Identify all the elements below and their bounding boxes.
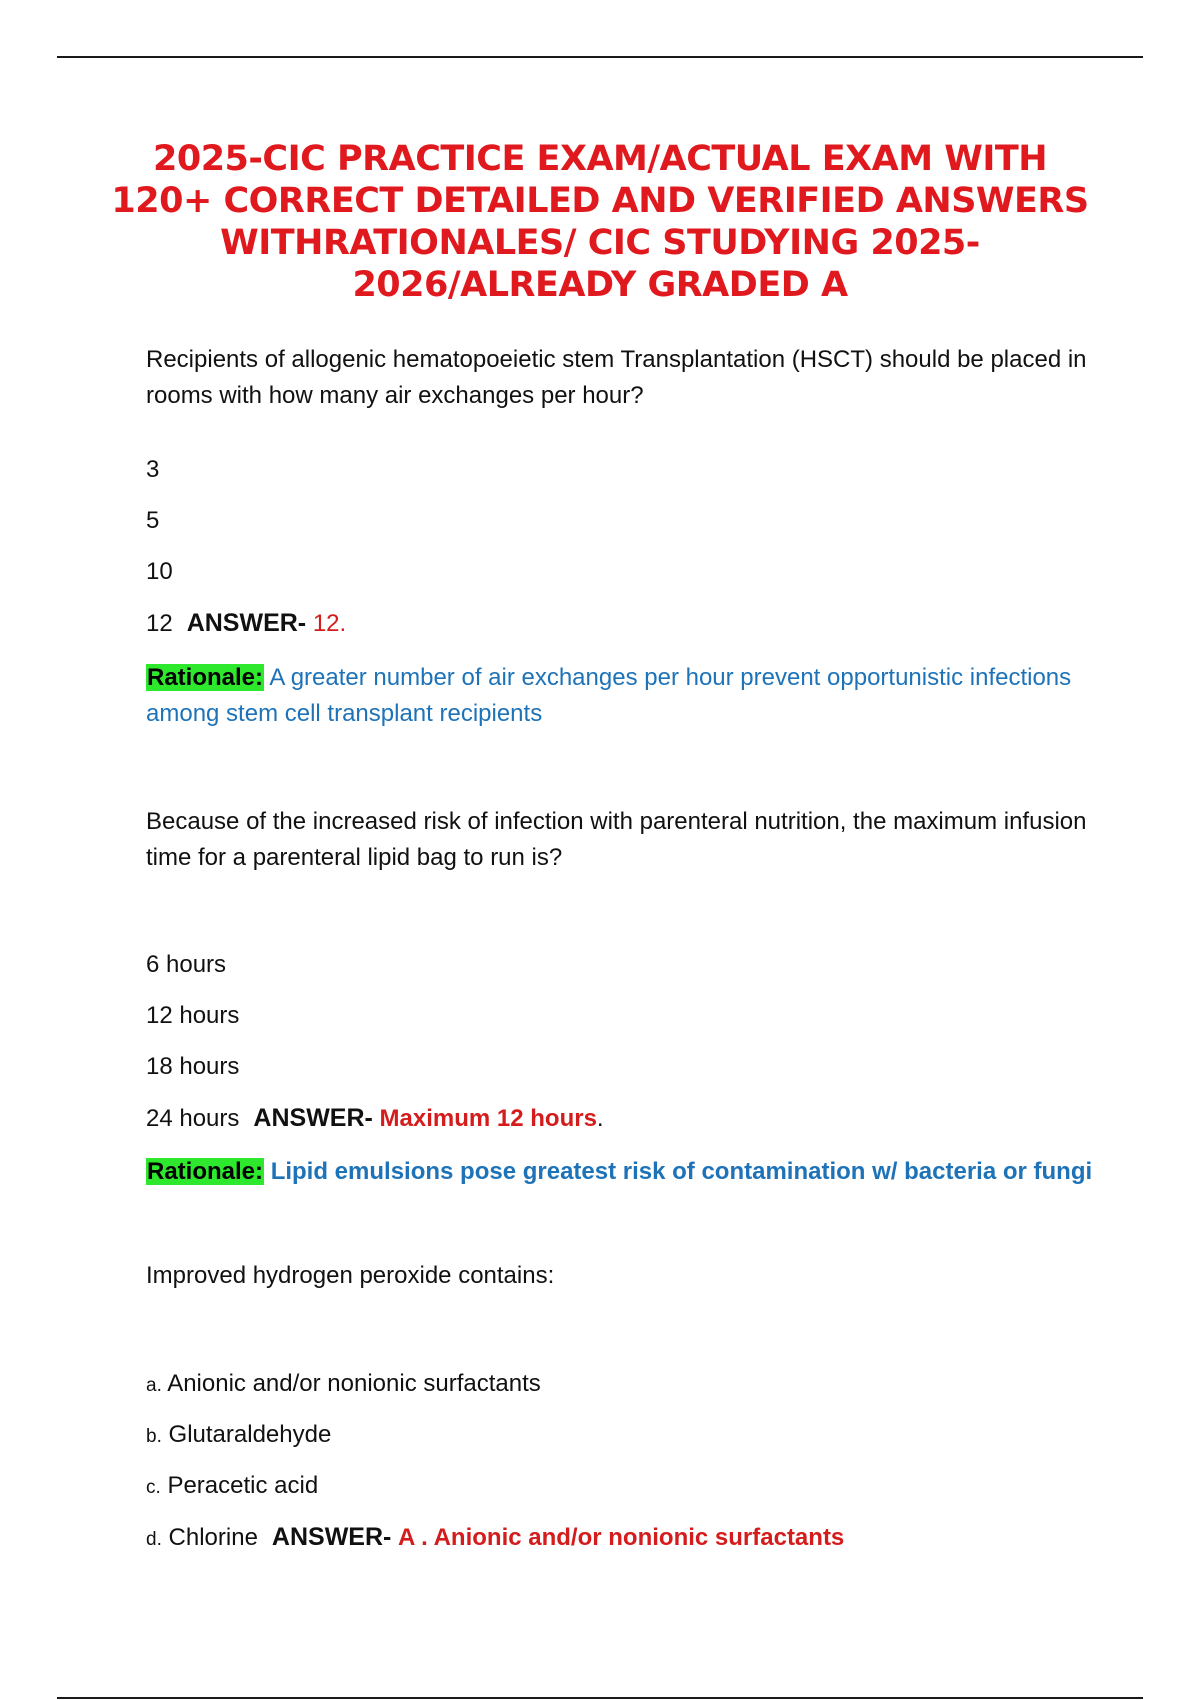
q1-option-3: 10	[146, 558, 173, 585]
q3-option-d-text: Chlorine	[168, 1524, 258, 1551]
q3-question: Improved hydrogen peroxide contains:	[146, 1262, 555, 1289]
q3-option-b-letter: b.	[146, 1426, 162, 1447]
q1-question: Recipients of allogenic hematopoeietic stem Transplantation (HSCT) should be placed in rooms with how many air exchanges per hour?	[146, 346, 1087, 409]
q2-option-4: 24 hours	[146, 1105, 240, 1132]
q2-rationale-label: Rationale:	[147, 1158, 264, 1185]
q2-rationale	[146, 1154, 1106, 1190]
q2-answer-label: ANSWER-	[253, 1104, 373, 1132]
q3-answer-label: ANSWER-	[271, 1523, 392, 1551]
q1-answer-label: ANSWER-	[186, 609, 307, 637]
q1-rationale	[146, 660, 1106, 732]
q1-option-2: 5	[146, 507, 160, 534]
q3-option-d-letter: d.	[146, 1529, 162, 1550]
q2-answer-suffix: .	[596, 1105, 604, 1132]
top-rule	[57, 56, 1143, 58]
q1-answer-value: 12.	[312, 610, 347, 637]
bottom-rule	[57, 1697, 1143, 1699]
q3-option-a-text: Anionic and/or nonionic surfactants	[167, 1370, 541, 1397]
q3-option-c-text: Peracetic acid	[167, 1472, 319, 1499]
q1-rationale-label: Rationale:	[147, 664, 264, 691]
q2-rationale-text: Lipid emulsions pose greatest risk of contamination w/ bacteria or fungi	[270, 1158, 1093, 1185]
q3-answer-line	[146, 1519, 1106, 1558]
q1-option-4: 12	[146, 610, 173, 637]
q1-rationale-text: A greater number of air exchanges per hour prevent opportunistic infections among stem cell transplant recipients	[146, 664, 1072, 727]
q3-option-b-text: Glutaraldehyde	[168, 1421, 332, 1448]
q3-option-c-letter: c.	[146, 1477, 161, 1498]
q3-option-c	[146, 1468, 1106, 1506]
q2-question: Because of the increased risk of infection with parenteral nutrition, the maximum infusion time for a parenteral lipid bag to run is?	[146, 808, 1087, 871]
document-title: 2025-CIC PRACTICE EXAM/ACTUAL EXAM WITH 120+ CORRECT DETAILED AND VERIFIED ANSWERS WITHRATIONALES/ CIC STUDYING 2025-2026/ALREADY GRADED A	[111, 139, 1089, 305]
q2-answer-value: Maximum 12 hours	[379, 1105, 597, 1132]
q1-option-1: 3	[146, 456, 160, 483]
q1-answer-line	[146, 605, 1106, 642]
q2-answer-line	[146, 1100, 1106, 1137]
q3-option-a	[146, 1366, 1106, 1404]
q3-option-b	[146, 1417, 1106, 1455]
q3-option-a-letter: a.	[146, 1375, 162, 1396]
q2-option-3: 18 hours	[146, 1053, 240, 1080]
q2-option-1: 6 hours	[146, 951, 227, 978]
q2-option-2: 12 hours	[146, 1002, 240, 1029]
q3-answer-value: A . Anionic and/or nonionic surfactants	[398, 1524, 845, 1551]
